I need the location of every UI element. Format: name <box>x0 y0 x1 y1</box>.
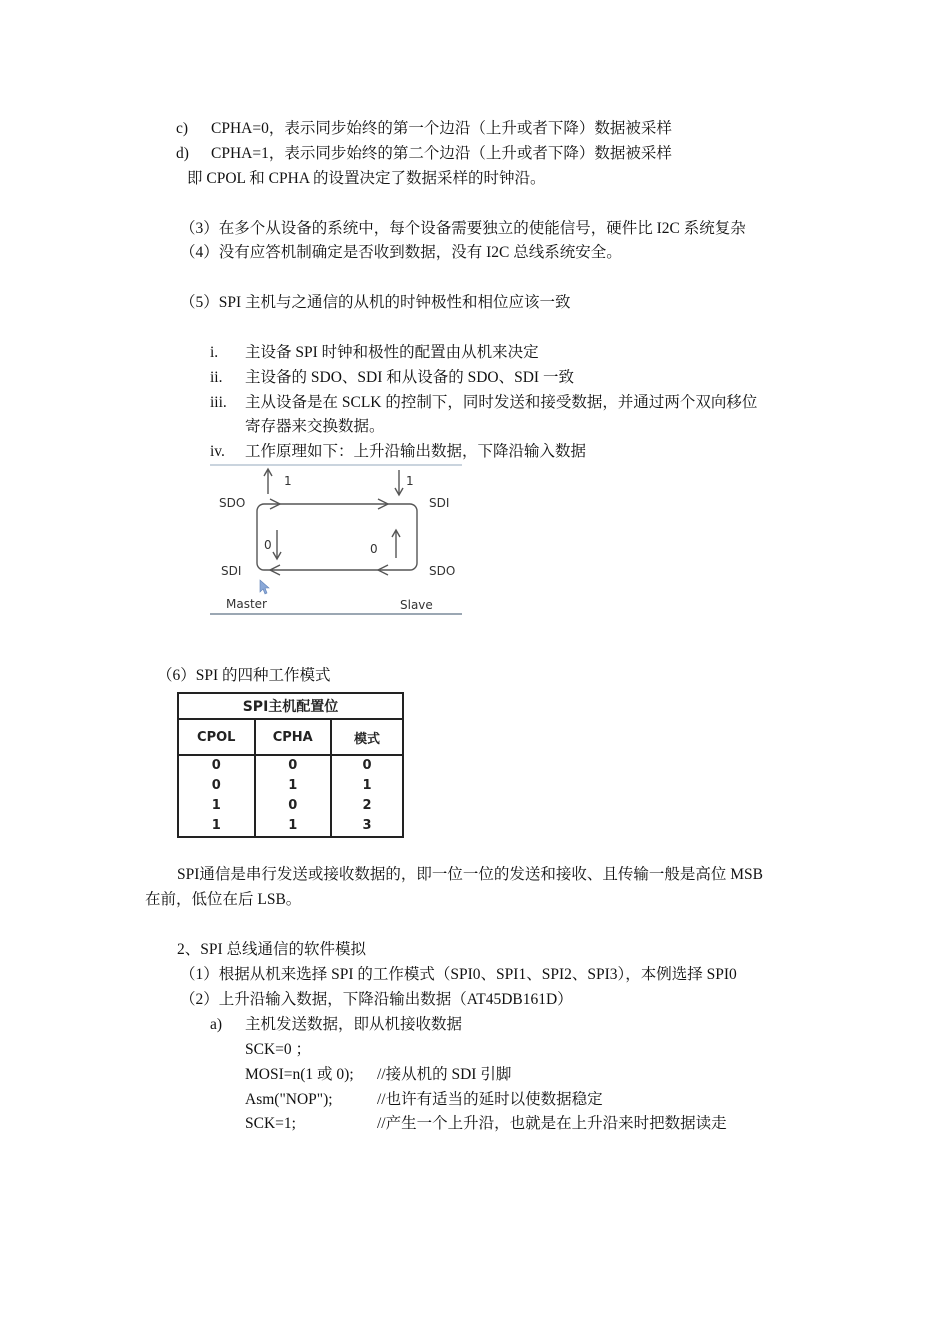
table-cell: 1 <box>331 776 403 796</box>
label-sdo-slave: SDO <box>429 564 456 578</box>
table-cell: 0 <box>178 776 255 796</box>
table-cell: 3 <box>331 816 403 837</box>
spi-mode-table <box>177 692 404 838</box>
code-comment: //也许有适当的延时以使数据稳定 <box>377 1091 603 1108</box>
table-header: CPHA <box>255 719 332 755</box>
list-marker: iv. <box>210 443 225 460</box>
table-cell: 0 <box>178 755 255 776</box>
table-cell: 1 <box>255 776 332 796</box>
s2-point-2: （2）上升沿输入数据，下降沿输出数据（AT45DB161D） <box>180 991 573 1008</box>
list-marker: iii. <box>210 394 227 411</box>
table-row <box>178 776 403 796</box>
label-sdi-master: SDI <box>221 564 242 578</box>
sub-item-a: 主机发送数据，即从机接收数据 <box>245 1016 463 1033</box>
code-line: MOSI=n(1 或 0); <box>245 1066 354 1083</box>
loop-rect <box>257 504 417 570</box>
table-header: CPOL <box>178 719 255 755</box>
list-marker: a) <box>210 1016 223 1033</box>
label-zero-right: 0 <box>370 542 378 556</box>
label-master: Master <box>226 597 267 611</box>
label-one-right: 1 <box>406 474 414 488</box>
code-comment: //产生一个上升沿，也就是在上升沿来时把数据读走 <box>377 1115 727 1132</box>
code-line: SCK=1; <box>245 1115 296 1132</box>
list-marker: d) <box>176 145 189 162</box>
point-4: （4）没有应答机制确定是否收到数据，没有 I2C 总线系统安全。 <box>180 244 622 261</box>
spi-shift-diagram <box>210 464 462 616</box>
spi-shift-diagram-svg <box>210 464 462 616</box>
paragraph-line-1: SPI通信是串行发送或接收数据的，即一位一位的发送和接收、且传输一般是高位 MSB <box>177 866 764 883</box>
table-row <box>178 755 403 776</box>
section-2-title: 2、SPI 总线通信的软件模拟 <box>177 941 367 958</box>
code-line: SCK=0 ； <box>245 1041 312 1058</box>
cursor-icon <box>260 580 269 594</box>
roman-item-2: 主设备的 SDO、SDI 和从设备的 SDO、SDI 一致 <box>245 369 574 386</box>
roman-item-3: 主从设备是在 SCLK 的控制下，同时发送和接受数据，并通过两个双向移位 <box>245 394 758 411</box>
list-marker: c) <box>176 120 189 137</box>
label-sdi-slave: SDI <box>429 496 450 510</box>
roman-item-1: 主设备 SPI 时钟和极性的配置由从机来决定 <box>245 344 539 361</box>
label-one-left: 1 <box>284 474 292 488</box>
point-3: （3）在多个从设备的系统中，每个设备需要独立的使能信号，硬件比 I2C 系统复杂 <box>180 220 746 237</box>
paragraph-line-2: 在前，低位在后 LSB。 <box>145 891 302 908</box>
s2-point-1: （1）根据从机来选择 SPI 的工作模式（SPI0、SPI1、SPI2、SPI3），本例选择 SPI0 <box>180 966 737 983</box>
label-zero-left: 0 <box>264 538 272 552</box>
list-marker: i. <box>210 344 219 361</box>
table-cell: 0 <box>255 755 332 776</box>
point-5: （5）SPI 主机与之通信的从机的时钟极性和相位应该一致 <box>180 294 571 311</box>
table-row <box>178 816 403 837</box>
table-cell: 0 <box>331 755 403 776</box>
table-caption: SPI主机配置位 <box>178 693 403 719</box>
code-line: Asm("NOP"); <box>245 1091 333 1108</box>
cpha-summary: 即 CPOL 和 CPHA 的设置决定了数据采样的时钟沿。 <box>187 170 546 187</box>
cpha1-line: CPHA=1，表示同步始终的第二个边沿（上升或者下降）数据被采样 <box>211 145 672 162</box>
roman-item-4: 工作原理如下：上升沿输出数据，下降沿输入数据 <box>245 443 587 460</box>
table-header: 模式 <box>331 719 403 755</box>
table-cell: 2 <box>331 796 403 816</box>
table-row <box>178 796 403 816</box>
list-marker: ii. <box>210 369 223 386</box>
cpha0-line: CPHA=0，表示同步始终的第一个边沿（上升或者下降）数据被采样 <box>211 120 672 137</box>
code-comment: //接从机的 SDI 引脚 <box>377 1066 512 1083</box>
table-cell: 1 <box>178 796 255 816</box>
table-cell: 1 <box>178 816 255 837</box>
roman-item-3-cont: 寄存器来交换数据。 <box>245 418 385 435</box>
label-slave: Slave <box>400 598 433 612</box>
label-sdo-master: SDO <box>219 496 246 510</box>
table-cell: 1 <box>255 816 332 837</box>
table-cell: 0 <box>255 796 332 816</box>
point-6: （6）SPI 的四种工作模式 <box>157 667 331 684</box>
